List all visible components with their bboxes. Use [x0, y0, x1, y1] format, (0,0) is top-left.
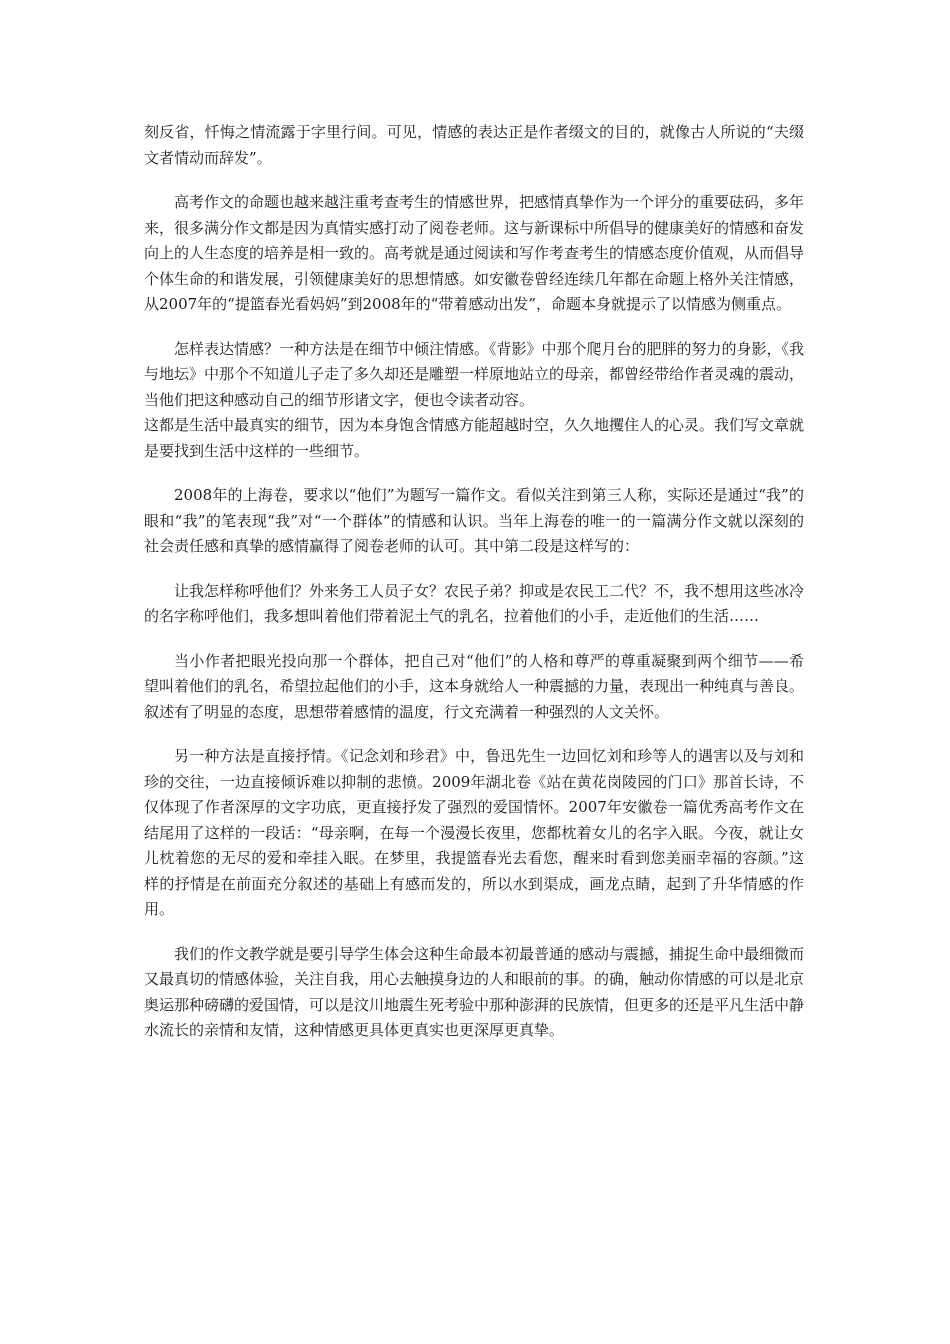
quoted-passage: 让我怎样称呼他们？外来务工人员子女？农民子弟？抑或是农民工二代？不，我不想用这些冰冷的名字称呼他们，我多想叫着他们带着泥土气的乳名，拉着他们的小手，走近他们的生活……: [144, 581, 805, 625]
paragraph-3: 怎样表达情感？一种方法是在细节中倾注情感。《背影》中那个爬月台的肥胖的努力的身影，《我与地坛》中那个不知道儿子走了多久却还是雕塑一样原地站立的母亲，都曾经带给作者灵魂的震动，当他们把这种感动自己的细节形诸文字，便也令读者动容。: [144, 339, 805, 409]
document-page: [144, 120, 804, 1044]
paragraph-9: 我们的作文教学就是要引导学生体会这种生命最本初最普通的感动与震撼，捕捉生命中最细微而又最真切的情感体验，关注自我，用心去触摸身边的人和眼前的事。的确，触动你情感的可以是北京奥运那种磅礴的爱国情，可以是汶川地震生死考验中那种澎湃的民族情，但更多的还是平凡生活中静水流长的亲情和友情，这种情感更具体更真实也更深厚更真挚。: [144, 944, 805, 1039]
paragraph-1: 刻反省，忏悔之情流露于字里行间。可见，情感的表达正是作者缀文的目的，就像古人所说的“夫缀文者情动而辞发”。: [144, 123, 804, 167]
paragraph-2: 高考作文的命题也越来越注重考查考生的情感世界，把感情真挚作为一个评分的重要砝码，多年来，很多满分作文都是因为真情实感打动了阅卷老师。这与新课标中所倡导的健康美好的情感和奋发向上的人生态度的培养是相一致的。高考就是通过阅读和写作考查考生的情感态度价值观，从而倡导个体生命的和谐发展，引领健康美好的思想情感。如安徽卷曾经连续几年都在命题上格外关注情感，从2007年的“提篮春光看妈妈”到2008年的“带着感动出发”，命题本身就提示了以情感为侧重点。: [144, 193, 805, 313]
paragraph-5: 2008年的上海卷，要求以“他们”为题写一篇作文。看似关注到第三人称，实际还是通过“我”的眼和“我”的笔表现“我”对“一个群体”的情感和认识。当年上海卷的唯一的一篇满分作文就以深刻的社会责任感和真挚的感情赢得了阅卷老师的认可。其中第二段是这样写的：: [144, 486, 804, 555]
paragraph-4: 这都是生活中最真实的细节，因为本身饱含情感方能超越时空，久久地攫住人的心灵。我们写文章就是要找到生活中这样的一些细节。: [144, 416, 805, 460]
paragraph-7: 当小作者把眼光投向那一个群体，把自己对“他们”的人格和尊严的尊重凝聚到两个细节——希望叫着他们的乳名，希望拉起他们的小手，这本身就给人一种震撼的力量，表现出一种纯真与善良。叙述有了明显的态度，思想带着感情的温度，行文充满着一种强烈的人文关怀。: [144, 651, 805, 721]
paragraph-8: 另一种方法是直接抒情。《记念刘和珍君》中，鲁迅先生一边回忆刘和珍等人的遇害以及与刘和珍的交往，一边直接倾诉难以抑制的悲愤。2009年湖北卷《站在黄花岗陵园的门口》那首长诗，不仅体现了作者深厚的文字功底，更直接抒发了强烈的爱国情怀。2007年安徽卷一篇优秀高考作文在结尾用了这样的一段话：“母亲啊，在每一个漫漫长夜里，您都枕着女儿的名字入眠。今夜，就让女儿枕着您的无尽的爱和牵挂入眠。在梦里，我提篮春光去看您，醒来时看到您美丽幸福的容颜。”这样的抒情是在前面充分叙述的基础上有感而发的，所以水到渠成，画龙点睛，起到了升华情感的作用。: [144, 747, 804, 918]
